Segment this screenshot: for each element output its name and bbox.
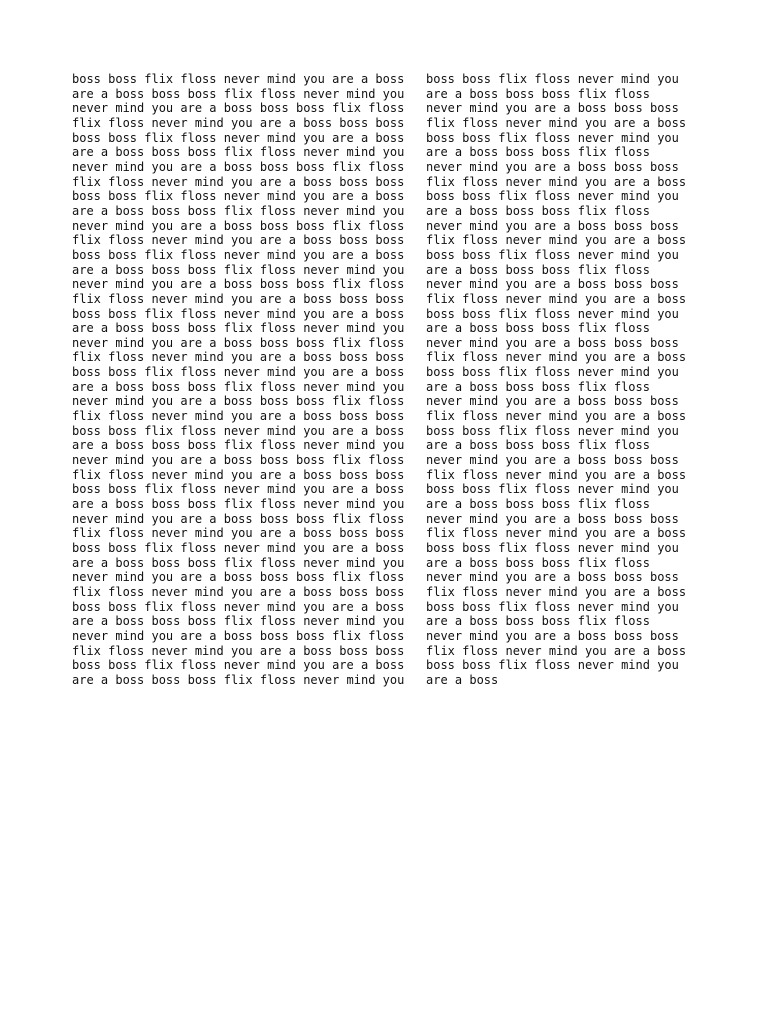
text-line: never mind you are a boss boss boss flix floss: [72, 101, 405, 116]
text-column-left: [72, 72, 426, 688]
text-line: flix floss never mind you are a boss: [426, 233, 687, 248]
text-line: never mind you are a boss boss boss flix floss: [72, 218, 405, 233]
text-line: never mind you are a boss boss boss: [426, 159, 679, 174]
text-column-right: [426, 72, 712, 688]
text-line: are a boss boss boss flix floss: [426, 555, 650, 570]
text-line: boss boss flix floss never mind you are a boss: [72, 189, 405, 204]
document-page: [72, 72, 712, 688]
text-line: never mind you are a boss boss boss flix floss: [72, 511, 405, 526]
text-line: boss boss flix floss never mind you are a boss: [72, 365, 405, 380]
text-line: flix floss never mind you are a boss boss boss: [72, 526, 405, 541]
text-line: flix floss never mind you are a boss: [426, 174, 687, 189]
text-line: are a boss boss boss flix floss never mind you: [72, 86, 405, 101]
text-line: never mind you are a boss boss boss: [426, 101, 679, 116]
text-line: are a boss boss boss flix floss: [426, 497, 650, 512]
text-line: flix floss never mind you are a boss boss boss: [72, 174, 405, 189]
text-line: flix floss never mind you are a boss boss boss: [72, 409, 405, 424]
text-line: boss boss flix floss never mind you: [426, 658, 679, 673]
text-line: never mind you are a boss boss boss flix floss: [72, 335, 405, 350]
text-line: never mind you are a boss boss boss flix floss: [72, 570, 405, 585]
text-line: flix floss never mind you are a boss boss boss: [72, 467, 405, 482]
text-line: flix floss never mind you are a boss: [426, 643, 687, 658]
text-line: never mind you are a boss boss boss flix floss: [72, 159, 405, 174]
text-line: are a boss boss boss flix floss never mind you: [72, 379, 405, 394]
text-line: flix floss never mind you are a boss boss boss: [72, 115, 405, 130]
text-line: flix floss never mind you are a boss: [426, 526, 687, 541]
text-line: boss boss flix floss never mind you are a boss: [72, 306, 405, 321]
text-line: flix floss never mind you are a boss: [426, 291, 687, 306]
text-line: are a boss boss boss flix floss never mind you: [72, 321, 405, 336]
text-line: are a boss boss boss flix floss never mind you: [72, 614, 405, 629]
text-line: are a boss boss boss flix floss never mind you: [72, 438, 405, 453]
text-line: never mind you are a boss boss boss: [426, 218, 679, 233]
text-line: boss boss flix floss never mind you are a boss: [72, 423, 405, 438]
text-line: never mind you are a boss boss boss flix floss: [72, 453, 405, 468]
text-line: flix floss never mind you are a boss: [426, 467, 687, 482]
text-line: are a boss boss boss flix floss never mind you: [72, 262, 405, 277]
text-line: are a boss: [426, 672, 499, 687]
text-line: boss boss flix floss never mind you are a boss: [72, 599, 405, 614]
text-line: boss boss flix floss never mind you: [426, 247, 679, 262]
text-line: are a boss boss boss flix floss never mind you: [72, 672, 405, 687]
text-line: boss boss flix floss never mind you: [426, 599, 679, 614]
text-line: boss boss flix floss never mind you: [426, 130, 679, 145]
text-line: are a boss boss boss flix floss never mind you: [72, 555, 405, 570]
text-line: boss boss flix floss never mind you: [426, 72, 679, 86]
text-line: boss boss flix floss never mind you are a boss: [72, 482, 405, 497]
text-line: never mind you are a boss boss boss flix floss: [72, 394, 405, 409]
text-line: boss boss flix floss never mind you are a boss: [72, 541, 405, 555]
text-line: never mind you are a boss boss boss flix floss: [72, 277, 405, 292]
text-line: flix floss never mind you are a boss: [426, 350, 687, 365]
text-line: are a boss boss boss flix floss: [426, 145, 650, 160]
text-line: are a boss boss boss flix floss never mind you: [72, 145, 405, 160]
text-line: never mind you are a boss boss boss flix floss: [72, 628, 405, 643]
text-line: are a boss boss boss flix floss: [426, 321, 650, 336]
text-line: boss boss flix floss never mind you: [426, 189, 679, 204]
text-line: boss boss flix floss never mind you: [426, 365, 679, 380]
text-line: boss boss flix floss never mind you are a boss: [72, 658, 405, 673]
text-line: are a boss boss boss flix floss never mind you: [72, 497, 405, 512]
text-line: never mind you are a boss boss boss: [426, 277, 679, 292]
text-line: flix floss never mind you are a boss boss boss: [72, 291, 405, 306]
text-line: flix floss never mind you are a boss: [426, 409, 687, 424]
text-line: are a boss boss boss flix floss: [426, 203, 650, 218]
text-line: flix floss never mind you are a boss boss boss: [72, 233, 405, 248]
text-line: are a boss boss boss flix floss: [426, 86, 650, 101]
text-line: flix floss never mind you are a boss boss boss: [72, 350, 405, 365]
text-line: are a boss boss boss flix floss: [426, 262, 650, 277]
text-line: boss boss flix floss never mind you are a boss: [72, 247, 405, 262]
text-line: boss boss flix floss never mind you: [426, 541, 679, 555]
text-line: are a boss boss boss flix floss: [426, 438, 650, 453]
text-line: are a boss boss boss flix floss: [426, 614, 650, 629]
text-line: boss boss flix floss never mind you are a boss: [72, 72, 405, 86]
text-line: flix floss never mind you are a boss: [426, 115, 687, 130]
text-line: boss boss flix floss never mind you: [426, 482, 679, 497]
text-line: boss boss flix floss never mind you are a boss: [72, 130, 405, 145]
text-line: flix floss never mind you are a boss: [426, 584, 687, 599]
text-line: never mind you are a boss boss boss: [426, 511, 679, 526]
text-line: flix floss never mind you are a boss boss boss: [72, 643, 405, 658]
text-line: are a boss boss boss flix floss: [426, 379, 650, 394]
text-line: boss boss flix floss never mind you: [426, 306, 679, 321]
text-line: never mind you are a boss boss boss: [426, 628, 679, 643]
text-line: never mind you are a boss boss boss: [426, 335, 679, 350]
text-line: never mind you are a boss boss boss: [426, 570, 679, 585]
text-line: never mind you are a boss boss boss: [426, 394, 679, 409]
text-line: boss boss flix floss never mind you: [426, 423, 679, 438]
text-line: never mind you are a boss boss boss: [426, 453, 679, 468]
text-line: are a boss boss boss flix floss never mind you: [72, 203, 405, 218]
text-line: flix floss never mind you are a boss boss boss: [72, 584, 405, 599]
